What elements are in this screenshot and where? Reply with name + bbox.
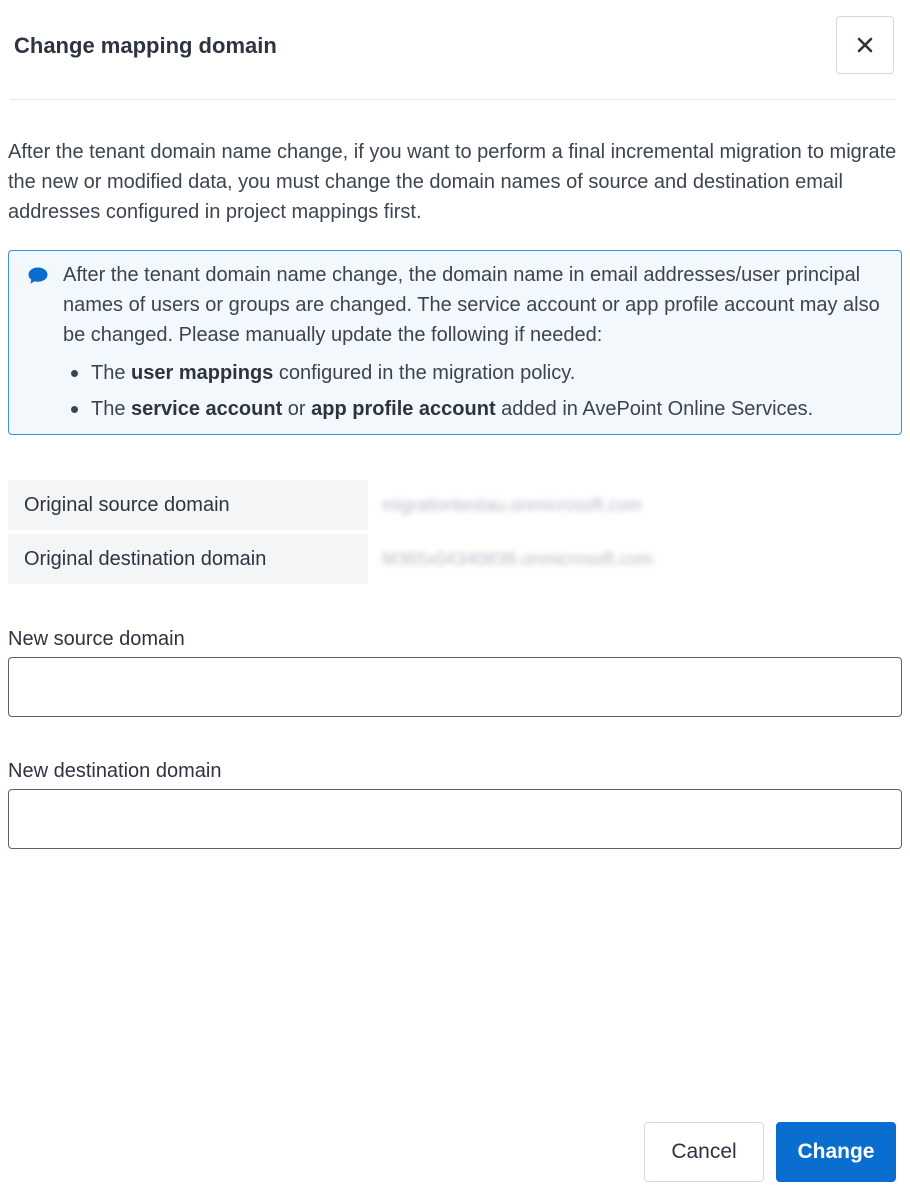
bullet-icon: [71, 370, 78, 377]
list-item-bold: user mappings: [131, 362, 274, 384]
list-item-bold: service account: [131, 398, 283, 420]
new-source-input[interactable]: [8, 657, 902, 717]
list-item-text: configured in the migration policy.: [273, 362, 576, 384]
info-list: [63, 355, 813, 427]
header-divider: [10, 99, 896, 100]
info-text: After the tenant domain name change, the domain name in email addresses/user principal names of users or groups are changed. The service account or app profile account may also be changed. Please manually update the following if needed:: [63, 264, 880, 346]
new-destination-label: New destination domain: [8, 760, 222, 782]
original-destination-row: [8, 534, 902, 584]
dialog-title: Change mapping domain: [14, 33, 277, 58]
list-item-text: or: [282, 398, 312, 420]
list-item-bold: app profile account: [311, 398, 496, 420]
new-source-label: New source domain: [8, 628, 185, 650]
list-item: [63, 355, 813, 391]
original-destination-label: Original destination domain: [8, 534, 368, 584]
change-button[interactable]: Change: [776, 1122, 896, 1182]
close-button[interactable]: [836, 16, 894, 74]
new-destination-input[interactable]: [8, 789, 902, 849]
original-source-row: [8, 480, 902, 530]
original-source-label: Original source domain: [8, 480, 368, 530]
list-item: [63, 391, 813, 427]
list-item-suffix: added in AvePoint Online Services.: [495, 398, 814, 420]
dialog-header: [0, 0, 910, 100]
list-item-prefix: The: [91, 398, 132, 420]
dialog-description: After the tenant domain name change, if you want to perform a final incremental migration to migrate the new or modified data, you must change the domain names of source and destination email addresses configured in project mappings first.: [8, 141, 897, 223]
close-icon: [857, 37, 873, 53]
cancel-button[interactable]: Cancel: [644, 1122, 764, 1182]
original-source-value: migrationtestau.onmicrosoft.com: [382, 495, 643, 515]
list-item-prefix: The: [91, 362, 132, 384]
info-notice: [8, 250, 902, 435]
comment-icon: [27, 266, 49, 286]
bullet-icon: [71, 406, 78, 413]
original-destination-value: M365x04340838.onmicrosoft.com: [382, 549, 654, 569]
